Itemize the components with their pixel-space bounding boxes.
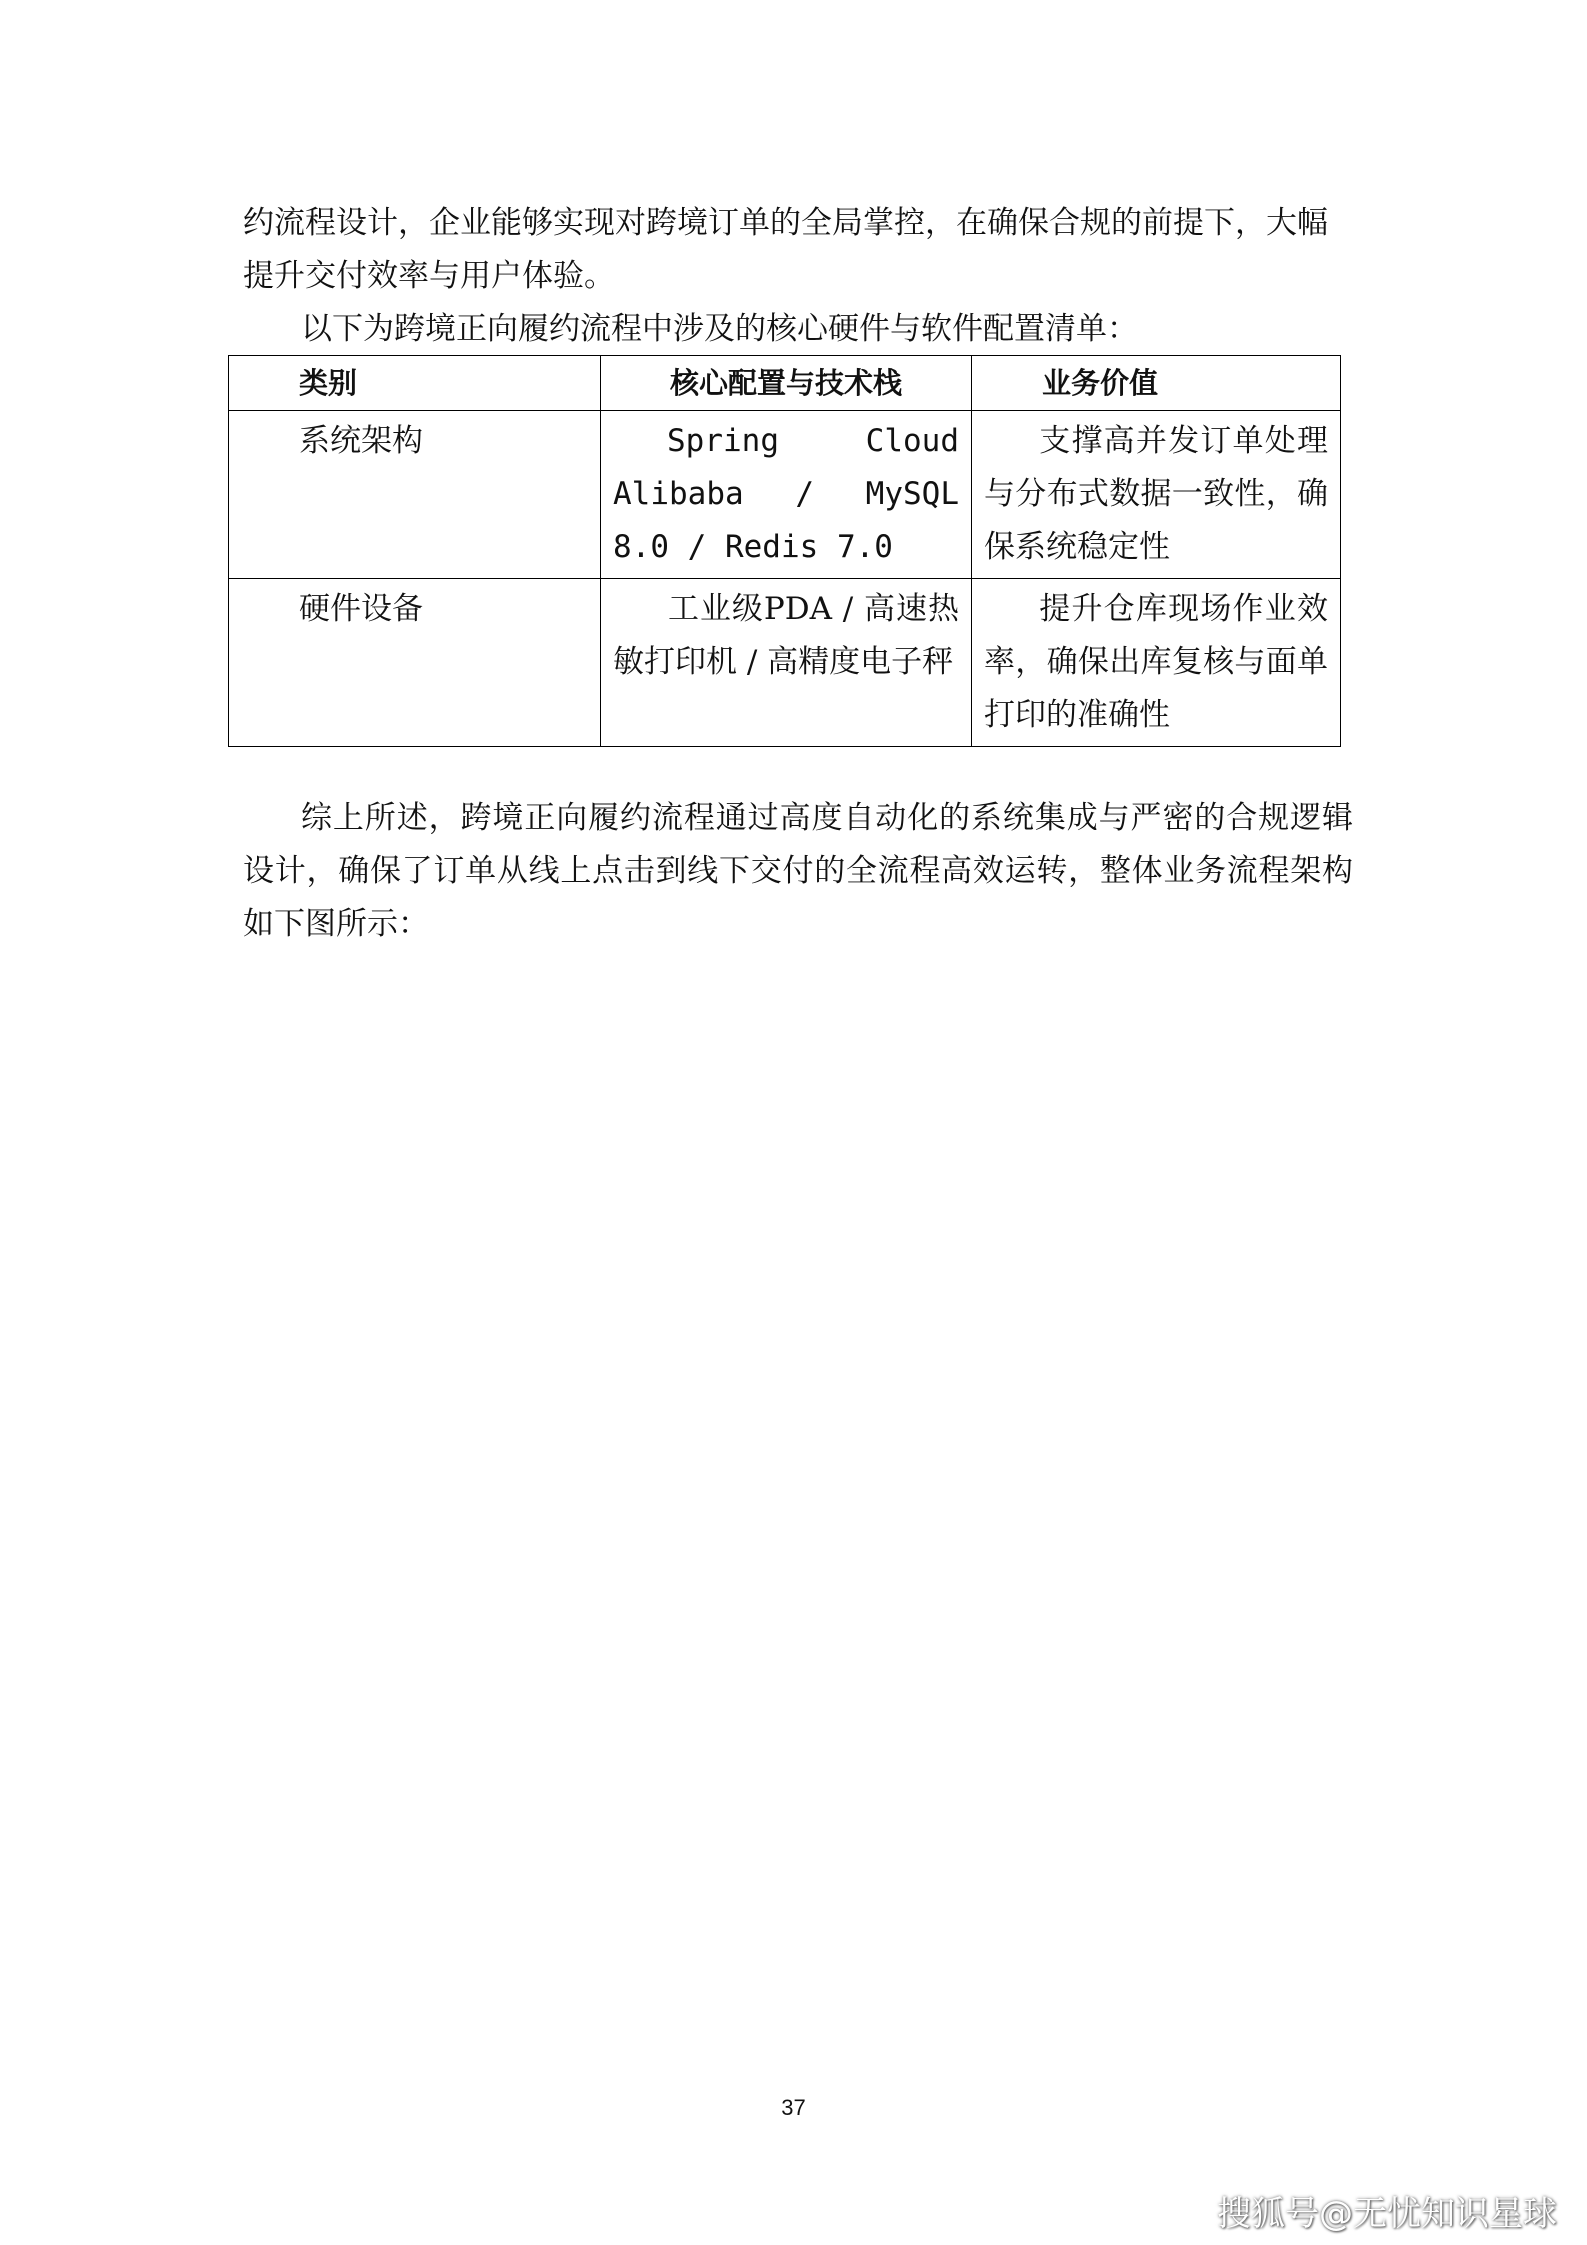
cell-value-text: 提升仓库现场作业效率，确保出库复核与面单打印的准确性 xyxy=(984,591,1328,733)
cell-tech-text: 工业级PDA / 高速热敏打印机 / 高精度电子秤 xyxy=(613,591,959,680)
page-number: 37 xyxy=(781,2095,806,2120)
header-category: 类别 xyxy=(229,356,601,411)
table-row xyxy=(229,411,1341,579)
cell-tech xyxy=(601,579,972,747)
header-value: 业务价值 xyxy=(972,356,1341,411)
header-tech: 核心配置与技术栈 xyxy=(601,356,972,411)
cell-value xyxy=(972,579,1341,747)
cell-tech xyxy=(601,411,972,579)
cell-value-text: 支撑高并发订单处理与分布式数据一致性，确保系统稳定性 xyxy=(984,423,1328,565)
config-table xyxy=(228,355,1341,747)
table-row xyxy=(229,579,1341,747)
watermark-text: 搜狐号@无忧知识星球 xyxy=(1217,2194,1557,2234)
cell-category: 硬件设备 xyxy=(229,579,601,747)
paragraph-continuation-line2: 提升交付效率与用户体验。 xyxy=(243,258,615,294)
cell-category: 系统架构 xyxy=(229,411,601,579)
table-header-row xyxy=(229,356,1341,411)
table-intro-paragraph: 以下为跨境正向履约流程中涉及的核心硬件与软件配置清单： xyxy=(301,311,1138,347)
cell-value xyxy=(972,411,1341,579)
paragraph-continuation-line1: 约流程设计，企业能够实现对跨境订单的全局掌控，在确保合规的前提下，大幅 xyxy=(243,205,1328,241)
cell-tech-text: Spring Cloud Alibaba / MySQL 8.0 / Redis 7.0 xyxy=(613,423,959,565)
summary-paragraph: 综上所述，跨境正向履约流程通过高度自动化的系统集成与严密的合规逻辑设计，确保了订单从线上点击到线下交付的全流程高效运转，整体业务流程架构如下图所示： xyxy=(243,800,1353,942)
